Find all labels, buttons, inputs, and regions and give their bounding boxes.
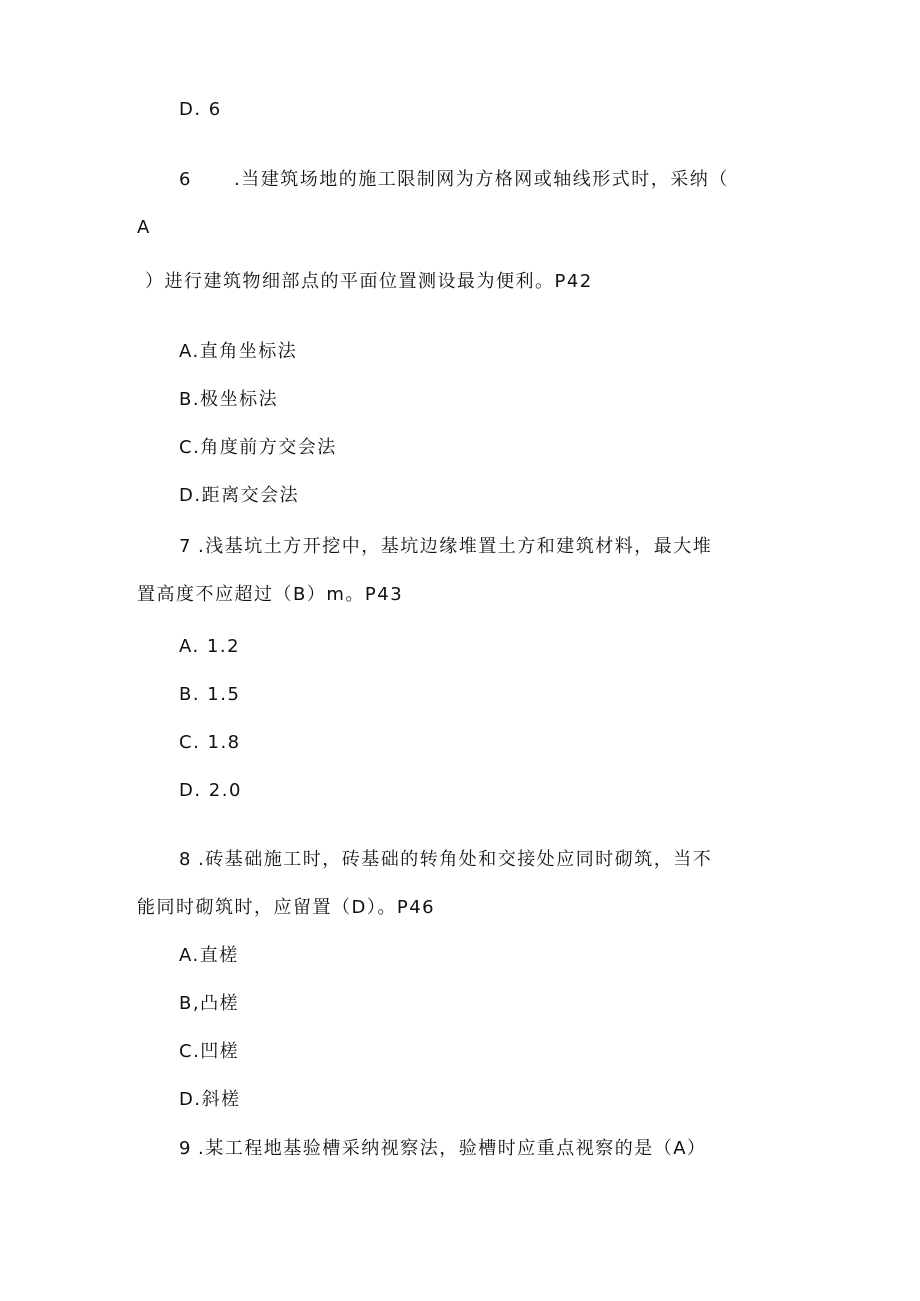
q6-option-c: C.角度前方交会法 bbox=[179, 437, 337, 458]
q7-option-b: B. 1.5 bbox=[179, 684, 241, 705]
q8-number: 8 bbox=[179, 849, 192, 870]
q6-option-a: A.直角坐标法 bbox=[179, 341, 298, 362]
q7-option-c: C. 1.8 bbox=[179, 732, 241, 753]
q6-stem-line1: .当建筑场地的施工限制网为方格网或轴线形式时，采纳（ bbox=[234, 169, 729, 190]
q6-answer: A bbox=[137, 217, 151, 238]
q6-number: 6 bbox=[179, 169, 192, 190]
q6-option-d: D.距离交会法 bbox=[179, 485, 300, 506]
q8-option-c: C.凹槎 bbox=[179, 1041, 240, 1062]
q9-number: 9 bbox=[179, 1138, 192, 1159]
q8-option-b: B,凸槎 bbox=[179, 993, 240, 1014]
q6-option-b: B.极坐标法 bbox=[179, 389, 279, 410]
q6-stem-line3: ）进行建筑物细部点的平面位置测设最为便利。P42 bbox=[145, 271, 593, 292]
q8-stem-line2: 能同时砌筑时，应留置（D）。P46 bbox=[137, 897, 436, 918]
q5-option-d: D. 6 bbox=[179, 99, 222, 120]
q7-stem-line2: 置高度不应超过（B）m。P43 bbox=[137, 584, 404, 605]
q8-option-a: A.直槎 bbox=[179, 945, 239, 966]
q7-option-d: D. 2.0 bbox=[179, 780, 242, 801]
q8-option-d: D.斜槎 bbox=[179, 1089, 241, 1110]
q9-stem-line1: .某工程地基验槽采纳视察法，验槽时应重点视察的是（A） bbox=[198, 1138, 707, 1159]
q8-stem-line1: .砖基础施工时，砖基础的转角处和交接处应同时砌筑，当不 bbox=[198, 849, 713, 870]
q7-stem-line1: .浅基坑土方开挖中，基坑边缘堆置土方和建筑材料，最大堆 bbox=[198, 536, 713, 557]
q7-option-a: A. 1.2 bbox=[179, 636, 241, 657]
q7-number: 7 bbox=[179, 536, 192, 557]
